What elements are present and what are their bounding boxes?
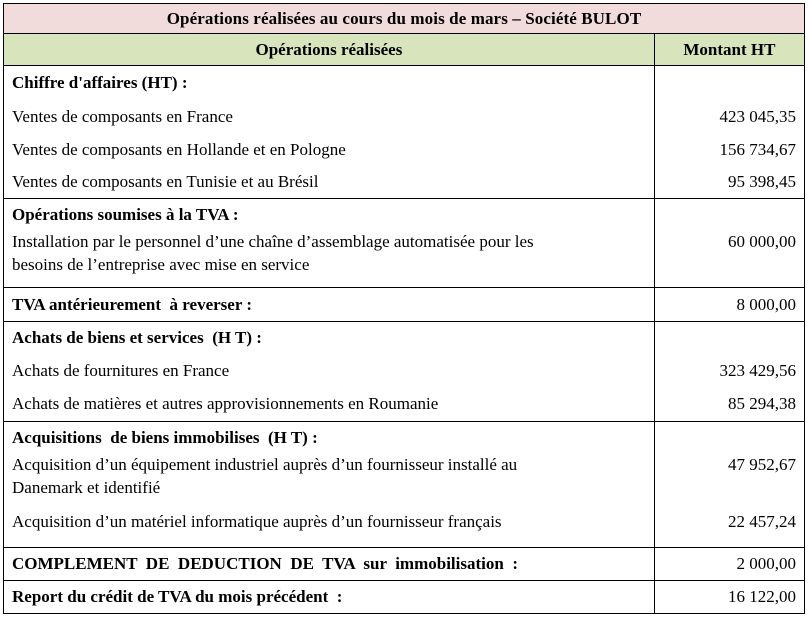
row-amount: 8 000,00 [736,294,796,314]
row-label: Ventes de composants en Tunisie et au Brésil [12,172,319,191]
row-label: Acquisition d’un matériel informatique auprès d’un fournisseur français [12,512,502,531]
section-operations-tva [4,199,805,288]
header-row [4,34,805,66]
row-amount: 423 045,35 [719,107,796,126]
header-operations: Opérations réalisées [4,34,655,66]
row-amount: 2 000,00 [736,554,796,573]
title-row [4,4,805,34]
section-chiffre-affaires [4,66,805,199]
row-label: Achats de fournitures en France [12,361,230,380]
row-amount: 323 429,56 [719,361,796,380]
row-label-continued: Danemark et identifié [12,478,161,497]
row-label: Achats de matières et autres approvisionnements en Roumanie [12,394,439,413]
row-label-continued: besoins de l’entreprise avec mise en service [12,255,310,274]
row-label: COMPLEMENT DE DEDUCTION DE TVA sur immobilisation : [12,554,518,573]
row-amount: 22 457,24 [728,512,796,531]
row-label: Acquisition d’un équipement industriel auprès d’un fournisseur installé au [12,455,518,474]
section-heading: Opérations soumises à la TVA : [12,205,239,224]
row-complement-deduction [4,548,805,581]
table-title: Opérations réalisées au cours du mois de mars – Société BULOT [4,4,805,34]
row-label: TVA antérieurement à reverser : [12,294,252,314]
row-label: Report du crédit de TVA du mois précédent : [12,587,343,606]
row-label: Ventes de composants en Hollande et en Pologne [12,140,346,159]
row-amount: 95 398,45 [728,172,796,191]
row-amount: 156 734,67 [719,140,796,159]
row-label: Ventes de composants en France [12,107,233,126]
row-tva-reverser [4,288,805,322]
section-acquisitions [4,422,805,548]
header-amount: Montant HT [654,34,804,66]
row-amount: 16 122,00 [728,587,796,606]
section-achats [4,322,805,422]
row-label: Installation par le personnel d’une chaîne d’assemblage automatisée pour les [12,232,534,251]
section-heading: Acquisitions de biens immobilises (H T) : [12,428,318,447]
row-report-credit [4,581,805,614]
row-amount: 85 294,38 [728,394,796,413]
section-heading: Chiffre d'affaires (HT) : [12,73,188,92]
row-amount: 60 000,00 [728,232,796,251]
row-amount: 47 952,67 [728,455,796,474]
operations-table [3,3,805,614]
section-heading: Achats de biens et services (H T) : [12,328,262,347]
